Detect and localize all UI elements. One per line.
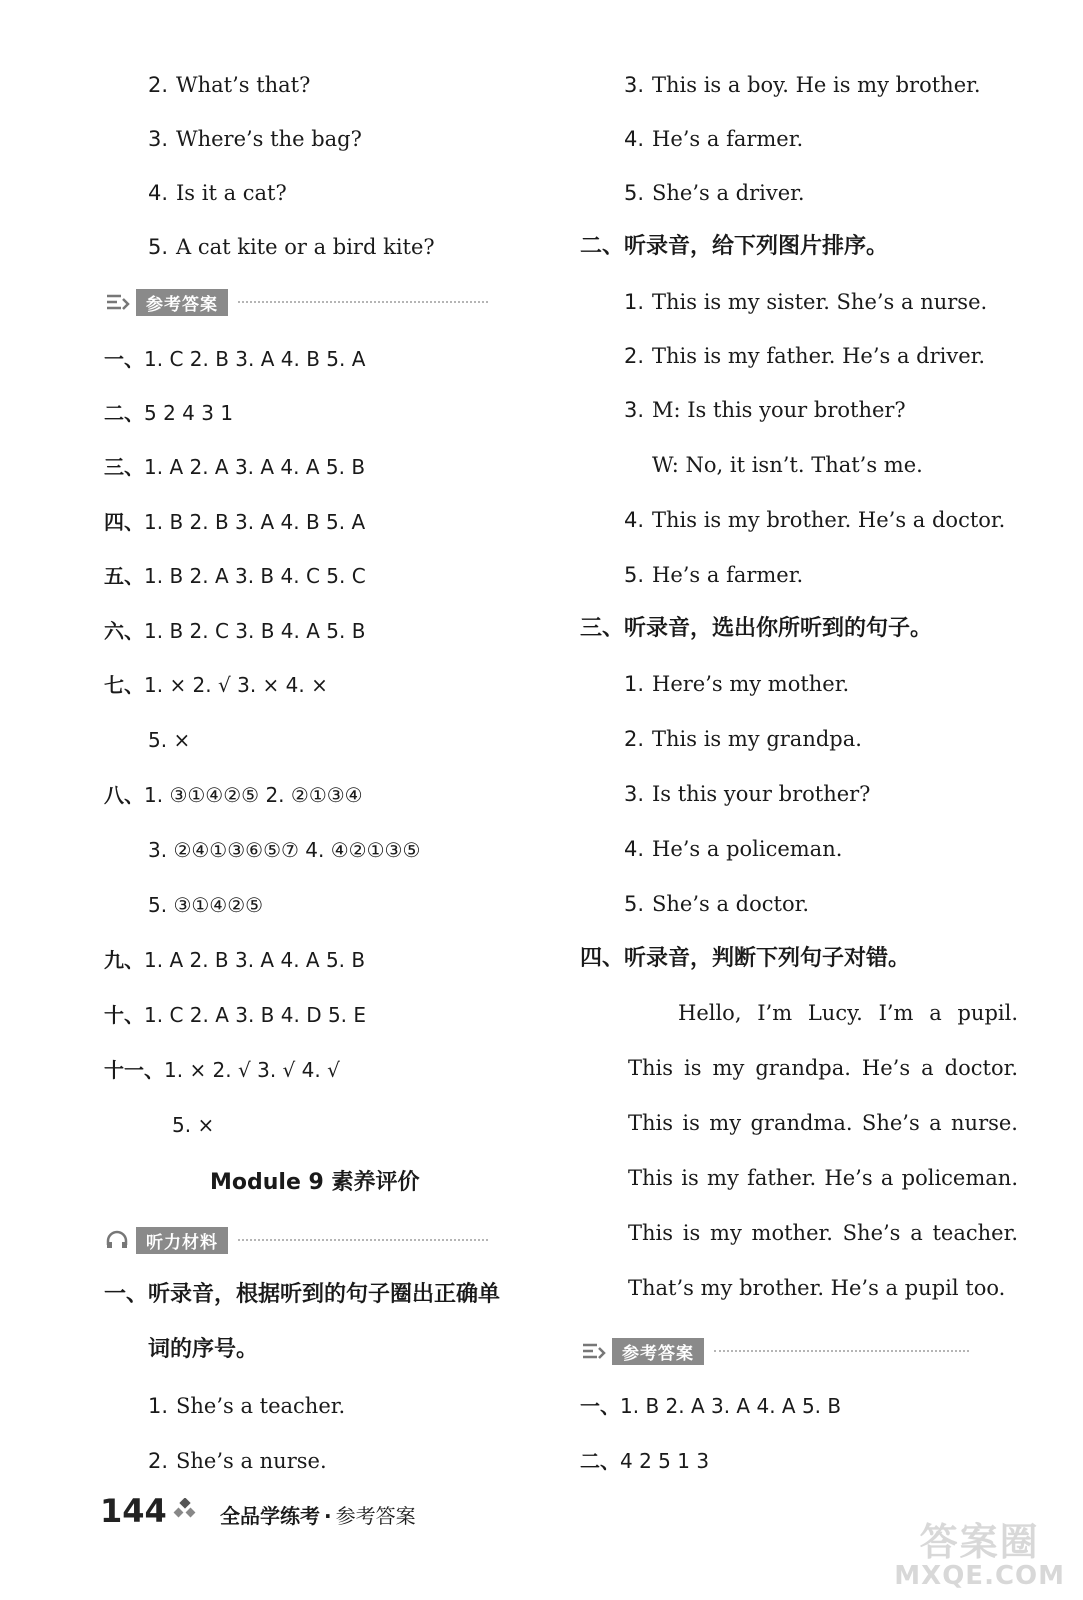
answer-row: 5. ③①④②⑤ xyxy=(148,893,264,917)
list-item: 4. Is it a cat? xyxy=(148,181,287,205)
list-item: 4. He’s a policeman. xyxy=(624,837,843,861)
listening-paragraph: Hello, I’m Lucy. I’m a pupil. This is my grandpa. He’s a doctor. This is my grandma. She’s a nurse. This is my father. He’s a policeman. This is my mother. She’s a teacher. That’s my brother. He’s a pupil too. xyxy=(628,1001,1018,1300)
list-item: 1. This is my sister. She’s a nurse. xyxy=(624,290,988,314)
list-item: 5. He’s a farmer. xyxy=(624,563,804,587)
book-title: 全品学练考 · 参考答案 xyxy=(220,1504,416,1528)
answer-row: 十一、1. × 2. √ 3. √ 4. √ xyxy=(104,1058,340,1082)
watermark-url: MXQE.COM xyxy=(894,1561,1065,1591)
list-item: 1. She’s a teacher. xyxy=(148,1394,346,1418)
page-number: 144 xyxy=(100,1492,167,1530)
answer-row: 七、1. × 2. √ 3. × 4. × xyxy=(104,673,328,697)
answer-row: 二、4 2 5 1 3 xyxy=(580,1449,710,1473)
answers-section-tag xyxy=(104,288,488,316)
answer-row: 3. ②④①③⑥⑤⑦ 4. ④②①③⑤ xyxy=(148,838,421,862)
headphones-icon xyxy=(104,1229,130,1251)
answer-row: 四、1. B 2. B 3. A 4. B 5. A xyxy=(104,510,366,534)
question-heading-continued: 词的序号。 xyxy=(148,1337,259,1362)
list-item: 2. What’s that? xyxy=(148,73,311,97)
dotted-divider xyxy=(238,301,488,303)
answer-row: 六、1. B 2. C 3. B 4. A 5. B xyxy=(104,619,366,643)
answer-key-icon xyxy=(580,1340,606,1362)
listening-section-tag xyxy=(104,1226,488,1254)
dotted-divider xyxy=(238,1239,488,1241)
list-item: 4. This is my brother. He’s a doctor. xyxy=(624,508,1006,532)
answer-row: 十、1. C 2. A 3. B 4. D 5. E xyxy=(104,1003,367,1027)
watermark xyxy=(894,1522,1065,1590)
list-item: 3. This is a boy. He is my brother. xyxy=(624,73,981,97)
answer-row: 5. × xyxy=(172,1113,215,1137)
list-item: 2. She’s a nurse. xyxy=(148,1449,327,1473)
answer-row: 八、1. ③①④②⑤ 2. ②①③④ xyxy=(104,783,363,807)
answer-row: 三、1. A 2. A 3. A 4. A 5. B xyxy=(104,455,366,479)
list-item: 3. M: Is this your brother? xyxy=(624,398,906,422)
list-item: 5. She’s a doctor. xyxy=(624,892,809,916)
dotted-divider xyxy=(714,1350,969,1352)
list-item: 4. He’s a farmer. xyxy=(624,127,804,151)
watermark-logo: 答案圈 xyxy=(919,1520,1040,1564)
question-heading: 三、听录音，选出你所听到的句子。 xyxy=(580,616,933,641)
list-item: 1. Here’s my mother. xyxy=(624,672,850,696)
list-item: 3. Where’s the bag? xyxy=(148,127,362,151)
answer-key-icon xyxy=(104,291,130,313)
answers-tag-label: 参考答案 xyxy=(136,289,228,316)
answer-row: 一、1. C 2. B 3. A 4. B 5. A xyxy=(104,347,366,371)
list-item: 5. She’s a driver. xyxy=(624,181,805,205)
module-title: Module 9 素养评价 xyxy=(210,1170,420,1195)
answers-tag-label: 参考答案 xyxy=(612,1338,704,1365)
answers-section-tag xyxy=(580,1337,969,1365)
question-heading: 四、听录音，判断下列句子对错。 xyxy=(580,946,911,971)
answer-row: 五、1. B 2. A 3. B 4. C 5. C xyxy=(104,564,366,588)
listening-tag-label: 听力材料 xyxy=(136,1227,228,1254)
list-item: 3. Is this your brother? xyxy=(624,782,871,806)
list-item: 5. A cat kite or a bird kite? xyxy=(148,235,435,259)
diamond-icon xyxy=(172,1498,198,1528)
list-item: W: No, it isn’t. That’s me. xyxy=(652,453,923,477)
answer-row: 二、5 2 4 3 1 xyxy=(104,401,234,425)
answer-row: 5. × xyxy=(148,728,191,752)
answer-row: 一、1. B 2. A 3. A 4. A 5. B xyxy=(580,1394,842,1418)
answer-row: 九、1. A 2. B 3. A 4. A 5. B xyxy=(104,948,366,972)
list-item: 2. This is my grandpa. xyxy=(624,727,862,751)
question-heading: 二、听录音，给下列图片排序。 xyxy=(580,234,889,259)
question-heading: 一、听录音，根据听到的句子圈出正确单 xyxy=(104,1282,501,1307)
list-item: 2. This is my father. He’s a driver. xyxy=(624,344,986,368)
